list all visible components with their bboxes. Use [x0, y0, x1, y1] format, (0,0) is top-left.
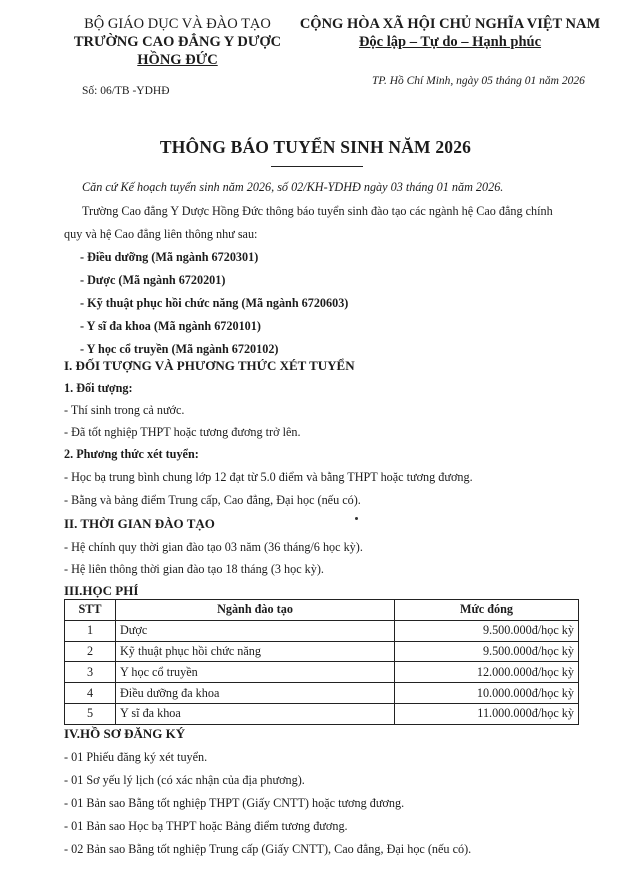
table-row	[65, 683, 579, 704]
ministry-name: BỘ GIÁO DỤC VÀ ĐÀO TẠO	[84, 16, 271, 32]
cell-stt: 3	[65, 662, 116, 683]
column-header: STT	[65, 600, 116, 621]
title-underline	[271, 166, 363, 167]
section-1-sub2: 2. Phương thức xét tuyển:	[64, 447, 199, 461]
major-item: - Y học cổ truyền (Mã ngành 6720102)	[80, 342, 279, 356]
list-item: - Thí sinh trong cả nước.	[64, 403, 185, 417]
cell-fee: 9.500.000đ/học kỳ	[395, 641, 579, 662]
cell-major: Y học cổ truyền	[116, 662, 395, 683]
country-name: CỘNG HÒA XÃ HỘI CHỦ NGHĨA VIỆT NAM	[299, 16, 601, 32]
list-item: - 01 Bản sao Học bạ THPT hoặc Bảng điểm tương đương.	[64, 819, 348, 833]
document-number: Số: 06/TB -YDHĐ	[82, 85, 170, 97]
major-item: - Kỹ thuật phục hồi chức năng (Mã ngành 6720603)	[80, 296, 349, 310]
list-item: - 01 Phiếu đăng ký xét tuyển.	[64, 750, 208, 764]
table-row	[65, 620, 579, 641]
issuer-block	[60, 15, 295, 69]
national-motto-block	[290, 15, 610, 51]
document-date: TP. Hồ Chí Minh, ngày 05 tháng 01 năm 2026	[372, 75, 585, 87]
cell-stt: 4	[65, 683, 116, 704]
cell-major: Dược	[116, 620, 395, 641]
ink-speck	[355, 517, 358, 520]
list-item: - Đã tốt nghiệp THPT hoặc tương đương trở lên.	[64, 425, 301, 439]
intro-line-2: quy và hệ Cao đẳng liên thông như sau:	[64, 227, 258, 241]
cell-fee: 11.000.000đ/học kỳ	[395, 703, 579, 724]
list-item: - 02 Bản sao Bằng tốt nghiệp Trung cấp (Giấy CNTT), Cao đẳng, Đại học (nếu có).	[64, 842, 472, 856]
school-name-line1: TRƯỜNG CAO ĐẲNG Y DƯỢC	[73, 34, 282, 50]
cell-fee: 10.000.000đ/học kỳ	[395, 683, 579, 704]
major-item: - Dược (Mã ngành 6720201)	[80, 273, 226, 287]
tuition-table	[64, 599, 579, 725]
cell-fee: 12.000.000đ/học kỳ	[395, 662, 579, 683]
cell-stt: 5	[65, 703, 116, 724]
list-item: - 01 Bản sao Bằng tốt nghiệp THPT (Giấy CNTT) hoặc tương đương.	[64, 796, 405, 810]
section-1-sub1: 1. Đối tượng:	[64, 381, 133, 395]
cell-major: Kỹ thuật phục hồi chức năng	[116, 641, 395, 662]
table-row	[65, 703, 579, 724]
cell-major: Y sĩ đa khoa	[116, 703, 395, 724]
section-3-heading: III.HỌC PHÍ	[64, 583, 139, 598]
major-item: - Y sĩ đa khoa (Mã ngành 6720101)	[80, 319, 261, 333]
column-header: Mức đóng	[395, 600, 579, 621]
list-item: - 01 Sơ yếu lý lịch (có xác nhận của địa phương).	[64, 773, 305, 787]
cell-stt: 2	[65, 641, 116, 662]
list-item: - Hệ chính quy thời gian đào tạo 03 năm (36 tháng/6 học kỳ).	[64, 540, 363, 554]
table-header-row	[65, 600, 579, 621]
document-title: THÔNG BÁO TUYỂN SINH NĂM 2026	[159, 137, 472, 157]
national-motto: Độc lập – Tự do – Hạnh phúc	[358, 34, 542, 50]
intro-line-1: Trường Cao đẳng Y Dược Hồng Đức thông báo tuyển sinh đào tạo các ngành hệ Cao đẳng chính	[82, 204, 553, 218]
cell-major: Điều dưỡng đa khoa	[116, 683, 395, 704]
section-4-heading: IV.HỒ SƠ ĐĂNG KÝ	[64, 726, 186, 741]
cell-stt: 1	[65, 620, 116, 641]
list-item: - Bằng và bảng điểm Trung cấp, Cao đẳng, Đại học (nếu có).	[64, 493, 361, 507]
major-item: - Điều dưỡng (Mã ngành 6720301)	[80, 250, 259, 264]
legal-basis: Căn cứ Kế hoạch tuyển sinh năm 2026, số 02/KH-YDHĐ ngày 03 tháng 01 năm 2026.	[82, 180, 504, 194]
column-header: Ngành đào tạo	[116, 600, 395, 621]
list-item: - Hệ liên thông thời gian đào tạo 18 tháng (3 học kỳ).	[64, 562, 324, 576]
section-1-heading: I. ĐỐI TƯỢNG VÀ PHƯƠNG THỨC XÉT TUYỂN	[64, 358, 355, 373]
section-2-heading: II. THỜI GIAN ĐÀO TẠO	[64, 516, 215, 531]
table-row	[65, 641, 579, 662]
cell-fee: 9.500.000đ/học kỳ	[395, 620, 579, 641]
list-item: - Học bạ trung bình chung lớp 12 đạt từ 5.0 điểm và bằng THPT hoặc tương đương.	[64, 470, 473, 484]
table-row	[65, 662, 579, 683]
school-name-line2: HỒNG ĐỨC	[137, 52, 218, 68]
